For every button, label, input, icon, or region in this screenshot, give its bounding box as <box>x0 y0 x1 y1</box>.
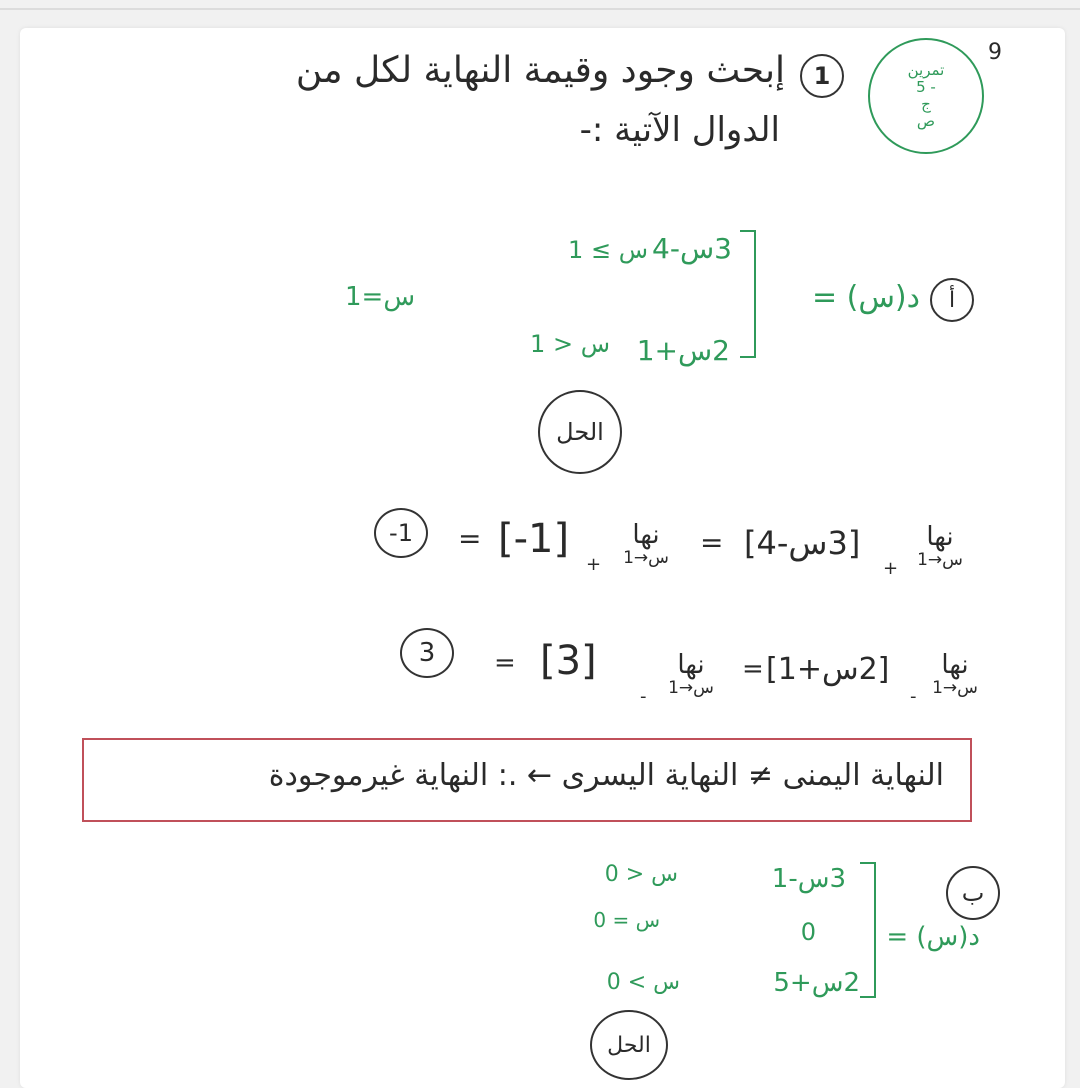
part-a-solution-label: الحل <box>556 418 604 446</box>
line1-limit-word: نها <box>926 522 954 552</box>
line1-result: -1 <box>389 519 413 547</box>
part-a-at-point: س=1 <box>345 282 416 312</box>
line1-mid-limit-word: نها <box>632 520 660 550</box>
line1-sign: + <box>883 558 899 579</box>
part-b-piece2-expr: 0 <box>800 918 816 946</box>
line1-mid-limit-sub: س→1 <box>623 548 669 568</box>
part-a-label-circle <box>930 278 974 322</box>
part-a-piece2-expr: 2س+1 <box>636 334 730 367</box>
line1-mid-limit <box>596 520 696 568</box>
part-b-piece1-expr: 3س-1 <box>771 864 846 894</box>
part-b-piece1-cond: س < 0 <box>604 862 678 887</box>
instruction-line-1: إبحث وجود وقيمة النهاية لكل من <box>295 50 785 91</box>
question-number: 1 <box>813 62 831 90</box>
line2-expr: [2س+1] <box>766 652 890 687</box>
stamp-line-2: 5 - <box>916 78 936 96</box>
conclusion-text: النهاية اليمنى ≠ النهاية اليسرى ← .: النهاية غيرموجودة <box>268 758 944 793</box>
conclusion-box <box>82 738 972 822</box>
part-b-piece3-expr: 2س+5 <box>773 968 860 998</box>
part-a-piece1-cond: س ≥ 1 <box>568 236 648 264</box>
line1-limit-sub: س→1 <box>917 550 963 570</box>
stamp-line-3: ج <box>921 95 931 113</box>
page-number: 9 <box>988 40 1002 65</box>
part-b-piece3-cond: س > 0 <box>606 970 680 995</box>
line2-equals-2: = <box>494 648 516 678</box>
line2-mid-limit-sub: س→1 <box>668 678 714 698</box>
exercise-stamp <box>868 38 984 154</box>
line2-limit-sub: س→1 <box>932 678 978 698</box>
line1-result-circle <box>374 508 428 558</box>
line1-limit <box>895 522 985 570</box>
line2-sign: - <box>910 686 917 707</box>
part-a-piece1-expr: 3س-4 <box>652 232 732 265</box>
top-divider <box>0 8 1080 10</box>
part-b-brace <box>860 862 876 998</box>
question-number-circle <box>800 54 844 98</box>
line1-equals-1: = <box>700 526 724 559</box>
stamp-line-4: ص <box>916 112 936 130</box>
line2-limit <box>915 650 995 698</box>
line1-equals-2: = <box>458 522 482 555</box>
line2-mid-sign: - <box>640 686 647 707</box>
line2-result-circle <box>400 628 454 678</box>
line2-equals-1: = <box>742 654 764 684</box>
part-a-function-lhs: د(س) = <box>811 280 920 315</box>
part-a-piece2-cond: س < 1 <box>530 330 610 358</box>
part-b-function-lhs: د(س) = <box>886 922 980 952</box>
part-b-piece2-cond: س = 0 <box>593 908 660 932</box>
line2-limit-word: نها <box>941 650 969 680</box>
instruction-line-2: الدوال الآتية :- <box>579 110 780 150</box>
part-a-brace <box>740 230 756 358</box>
line1-mid-sign: + <box>586 554 602 575</box>
line1-expr: [3س-4] <box>744 524 861 562</box>
part-a-label: أ <box>948 287 956 313</box>
part-b-label-circle <box>946 866 1000 920</box>
part-b-solution-label: الحل <box>607 1032 651 1058</box>
line2-result: 3 <box>418 638 436 668</box>
line2-mid-value: [3] <box>540 638 597 684</box>
line2-mid-limit <box>646 650 736 698</box>
part-a-solution-circle <box>538 390 622 474</box>
line1-mid-value: [-1] <box>498 516 570 562</box>
line2-mid-limit-word: نها <box>677 650 705 680</box>
stamp-line-1: تمرين <box>907 61 945 79</box>
part-b-label: ب <box>961 879 985 907</box>
part-b-solution-circle <box>590 1010 668 1080</box>
